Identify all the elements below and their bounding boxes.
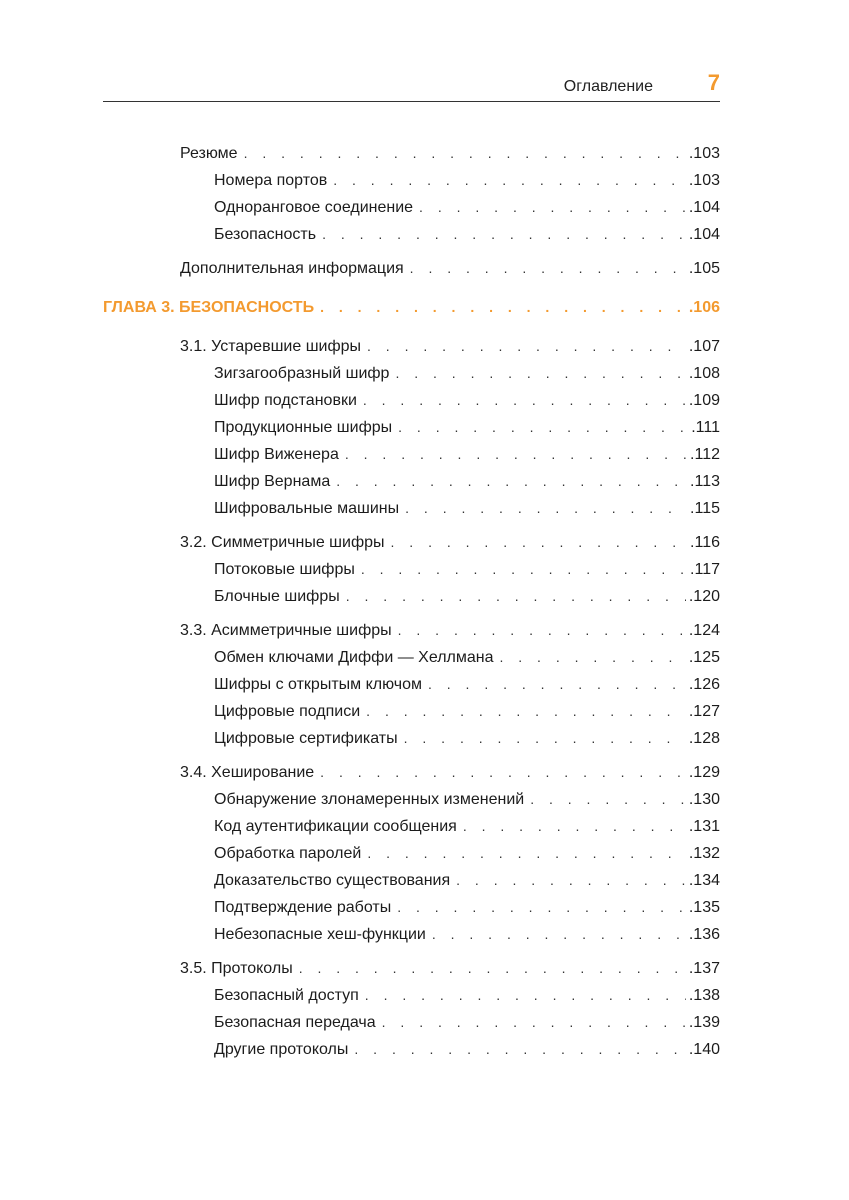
toc-entry-page: .104 xyxy=(688,199,720,216)
running-header xyxy=(103,70,720,102)
toc-section-label: 3.5. Протоколы xyxy=(180,960,293,977)
toc-section-page: .124 xyxy=(688,622,720,639)
dot-leader xyxy=(361,556,687,583)
spacer xyxy=(103,321,720,333)
toc-subentry xyxy=(103,495,720,522)
toc-entry-page: .127 xyxy=(688,703,720,720)
dot-leader xyxy=(419,194,686,221)
dot-leader xyxy=(320,759,686,786)
toc-entry-label: Шифровальные машины xyxy=(214,500,400,517)
toc-subentry xyxy=(103,441,720,468)
toc-subentry xyxy=(103,840,720,867)
toc-entry-page: .125 xyxy=(688,649,720,666)
toc-entry-page: .132 xyxy=(688,845,720,862)
spacer xyxy=(103,248,720,255)
toc-subentry xyxy=(103,725,720,752)
dot-leader xyxy=(405,495,687,522)
toc-entry-label: Код аутентификации сообщения xyxy=(214,818,457,835)
toc-section xyxy=(103,759,720,786)
toc-entry-page: .108 xyxy=(688,365,720,382)
page-number: 7 xyxy=(707,70,720,95)
toc-entry-label: Безопасный доступ xyxy=(214,987,359,1004)
dot-leader xyxy=(336,468,687,495)
dot-leader xyxy=(367,840,686,867)
toc-subentry xyxy=(103,360,720,387)
toc-subentry xyxy=(103,894,720,921)
toc-entry-label: Резюме xyxy=(180,145,238,162)
toc-entry-page: .134 xyxy=(688,872,720,889)
dot-leader xyxy=(333,167,686,194)
running-header-title: Оглавление xyxy=(563,78,653,95)
spacer xyxy=(103,522,720,529)
dot-leader xyxy=(366,698,686,725)
toc-entry-label: Небезопасные хеш-функции xyxy=(214,926,426,943)
toc-section xyxy=(103,529,720,556)
toc-subentry xyxy=(103,583,720,610)
toc-entry-page: .113 xyxy=(690,473,720,490)
dot-leader xyxy=(320,294,686,321)
toc-entry-label: Шифр Виженера xyxy=(214,446,339,463)
toc-section xyxy=(103,617,720,644)
dot-leader xyxy=(391,529,688,556)
chapter-title: ГЛАВА 3. БЕЗОПАСНОСТЬ xyxy=(103,299,315,316)
toc-section-label: 3.3. Асимметричные шифры xyxy=(180,622,392,639)
toc-section-label: 3.4. Хеширование xyxy=(180,764,315,781)
toc-entry-label: Обмен ключами Диффи — Хеллмана xyxy=(214,649,494,666)
toc-entry-label: Доказательство существования xyxy=(214,872,451,889)
toc-entry-page: .120 xyxy=(688,588,720,605)
dot-leader xyxy=(463,813,686,840)
toc-subentry xyxy=(103,671,720,698)
toc-subentry xyxy=(103,644,720,671)
toc-entry-page: .130 xyxy=(688,791,720,808)
dot-leader xyxy=(395,360,685,387)
toc-subentry xyxy=(103,556,720,583)
toc-entry-page: .115 xyxy=(690,500,720,517)
toc-entry-page: .128 xyxy=(688,730,720,747)
toc-subentry xyxy=(103,468,720,495)
toc-section-page: .137 xyxy=(688,960,720,977)
toc-entry-page: .112 xyxy=(690,446,720,463)
toc-entry-label: Дополнительная информация xyxy=(180,260,404,277)
dot-leader xyxy=(299,955,686,982)
dot-leader xyxy=(397,894,686,921)
toc-entry-label: Потоковые шифры xyxy=(214,561,355,578)
toc-subentry xyxy=(103,1009,720,1036)
toc-entry-label: Безопасная передача xyxy=(214,1014,376,1031)
dot-leader xyxy=(365,982,686,1009)
header-divider xyxy=(103,101,720,102)
toc-entry-label: Зигзагообразный шифр xyxy=(214,365,390,382)
toc-entry-label: Блочные шифры xyxy=(214,588,340,605)
toc-subentry xyxy=(103,1036,720,1063)
toc-entry-label: Шифры с открытым ключом xyxy=(214,676,422,693)
dot-leader xyxy=(530,786,686,813)
toc-subentry xyxy=(103,387,720,414)
toc-entry-page: .109 xyxy=(688,392,720,409)
toc-subentry xyxy=(103,921,720,948)
toc-subentry xyxy=(103,167,720,194)
toc-entry-label: Шифр подстановки xyxy=(214,392,357,409)
dot-leader xyxy=(398,617,686,644)
dot-leader xyxy=(500,644,686,671)
toc-entry-label: Безопасность xyxy=(214,226,317,243)
dot-leader xyxy=(244,140,686,167)
dot-leader xyxy=(432,921,686,948)
toc-section-label: 3.1. Устаревшие шифры xyxy=(180,338,362,355)
toc-entry-page: .131 xyxy=(688,818,720,835)
toc-entry-page: .104 xyxy=(688,226,720,243)
spacer xyxy=(103,948,720,955)
dot-leader xyxy=(404,725,686,752)
toc-subentry xyxy=(103,813,720,840)
toc-entry-label: Шифр Вернама xyxy=(214,473,331,490)
toc-entry-page: .140 xyxy=(688,1041,720,1058)
toc-subentry xyxy=(103,867,720,894)
toc-subentry xyxy=(103,698,720,725)
dot-leader xyxy=(345,441,687,468)
toc-entry-label: Подтверждение работы xyxy=(214,899,392,916)
toc-subentry xyxy=(103,194,720,221)
dot-leader xyxy=(354,1036,685,1063)
toc-entry-label: Цифровые сертификаты xyxy=(214,730,398,747)
toc-subentry xyxy=(103,786,720,813)
toc-entry-page: .136 xyxy=(688,926,720,943)
toc-entry-page: .117 xyxy=(690,561,720,578)
toc-entry-page: .105 xyxy=(688,260,720,277)
dot-leader xyxy=(410,255,686,282)
dot-leader xyxy=(428,671,686,698)
toc-entry-label: Номера портов xyxy=(214,172,328,189)
toc-entry-label: Цифровые подписи xyxy=(214,703,361,720)
toc-section xyxy=(103,955,720,982)
toc-entry-label: Продукционные шифры xyxy=(214,419,393,436)
toc-entry-label: Одноранговое соединение xyxy=(214,199,414,216)
spacer xyxy=(103,752,720,759)
dot-leader xyxy=(322,221,686,248)
dot-leader xyxy=(367,333,686,360)
toc-entry-page: .111 xyxy=(691,419,720,436)
toc-chapter-heading xyxy=(103,294,720,321)
dot-leader xyxy=(398,414,688,441)
toc-subentry xyxy=(103,982,720,1009)
spacer xyxy=(103,610,720,617)
toc-subentry xyxy=(103,414,720,441)
toc-subentry xyxy=(103,221,720,248)
toc-entry-label: Обнаружение злонамеренных изменений xyxy=(214,791,525,808)
toc-entry-page: .138 xyxy=(688,987,720,1004)
toc-entry-page: .103 xyxy=(688,172,720,189)
dot-leader xyxy=(456,867,686,894)
dot-leader xyxy=(346,583,686,610)
toc-entry-page: .126 xyxy=(688,676,720,693)
dot-leader xyxy=(382,1009,686,1036)
toc-section-page: .129 xyxy=(688,764,720,781)
toc-entry-extra xyxy=(103,255,720,282)
toc-section-page: .116 xyxy=(690,534,720,551)
chapter-page: .106 xyxy=(688,299,720,316)
dot-leader xyxy=(363,387,686,414)
toc-entry-label: Обработка паролей xyxy=(214,845,362,862)
toc-section-page: .107 xyxy=(688,338,720,355)
toc-entry-page: .103 xyxy=(688,145,720,162)
toc-entry-label: Другие протоколы xyxy=(214,1041,349,1058)
table-of-contents xyxy=(103,140,720,1063)
toc-section-label: 3.2. Симметричные шифры xyxy=(180,534,385,551)
spacer xyxy=(103,282,720,294)
toc-entry-page: .135 xyxy=(688,899,720,916)
toc-section xyxy=(103,333,720,360)
toc-entry-resume xyxy=(103,140,720,167)
toc-entry-page: .139 xyxy=(688,1014,720,1031)
